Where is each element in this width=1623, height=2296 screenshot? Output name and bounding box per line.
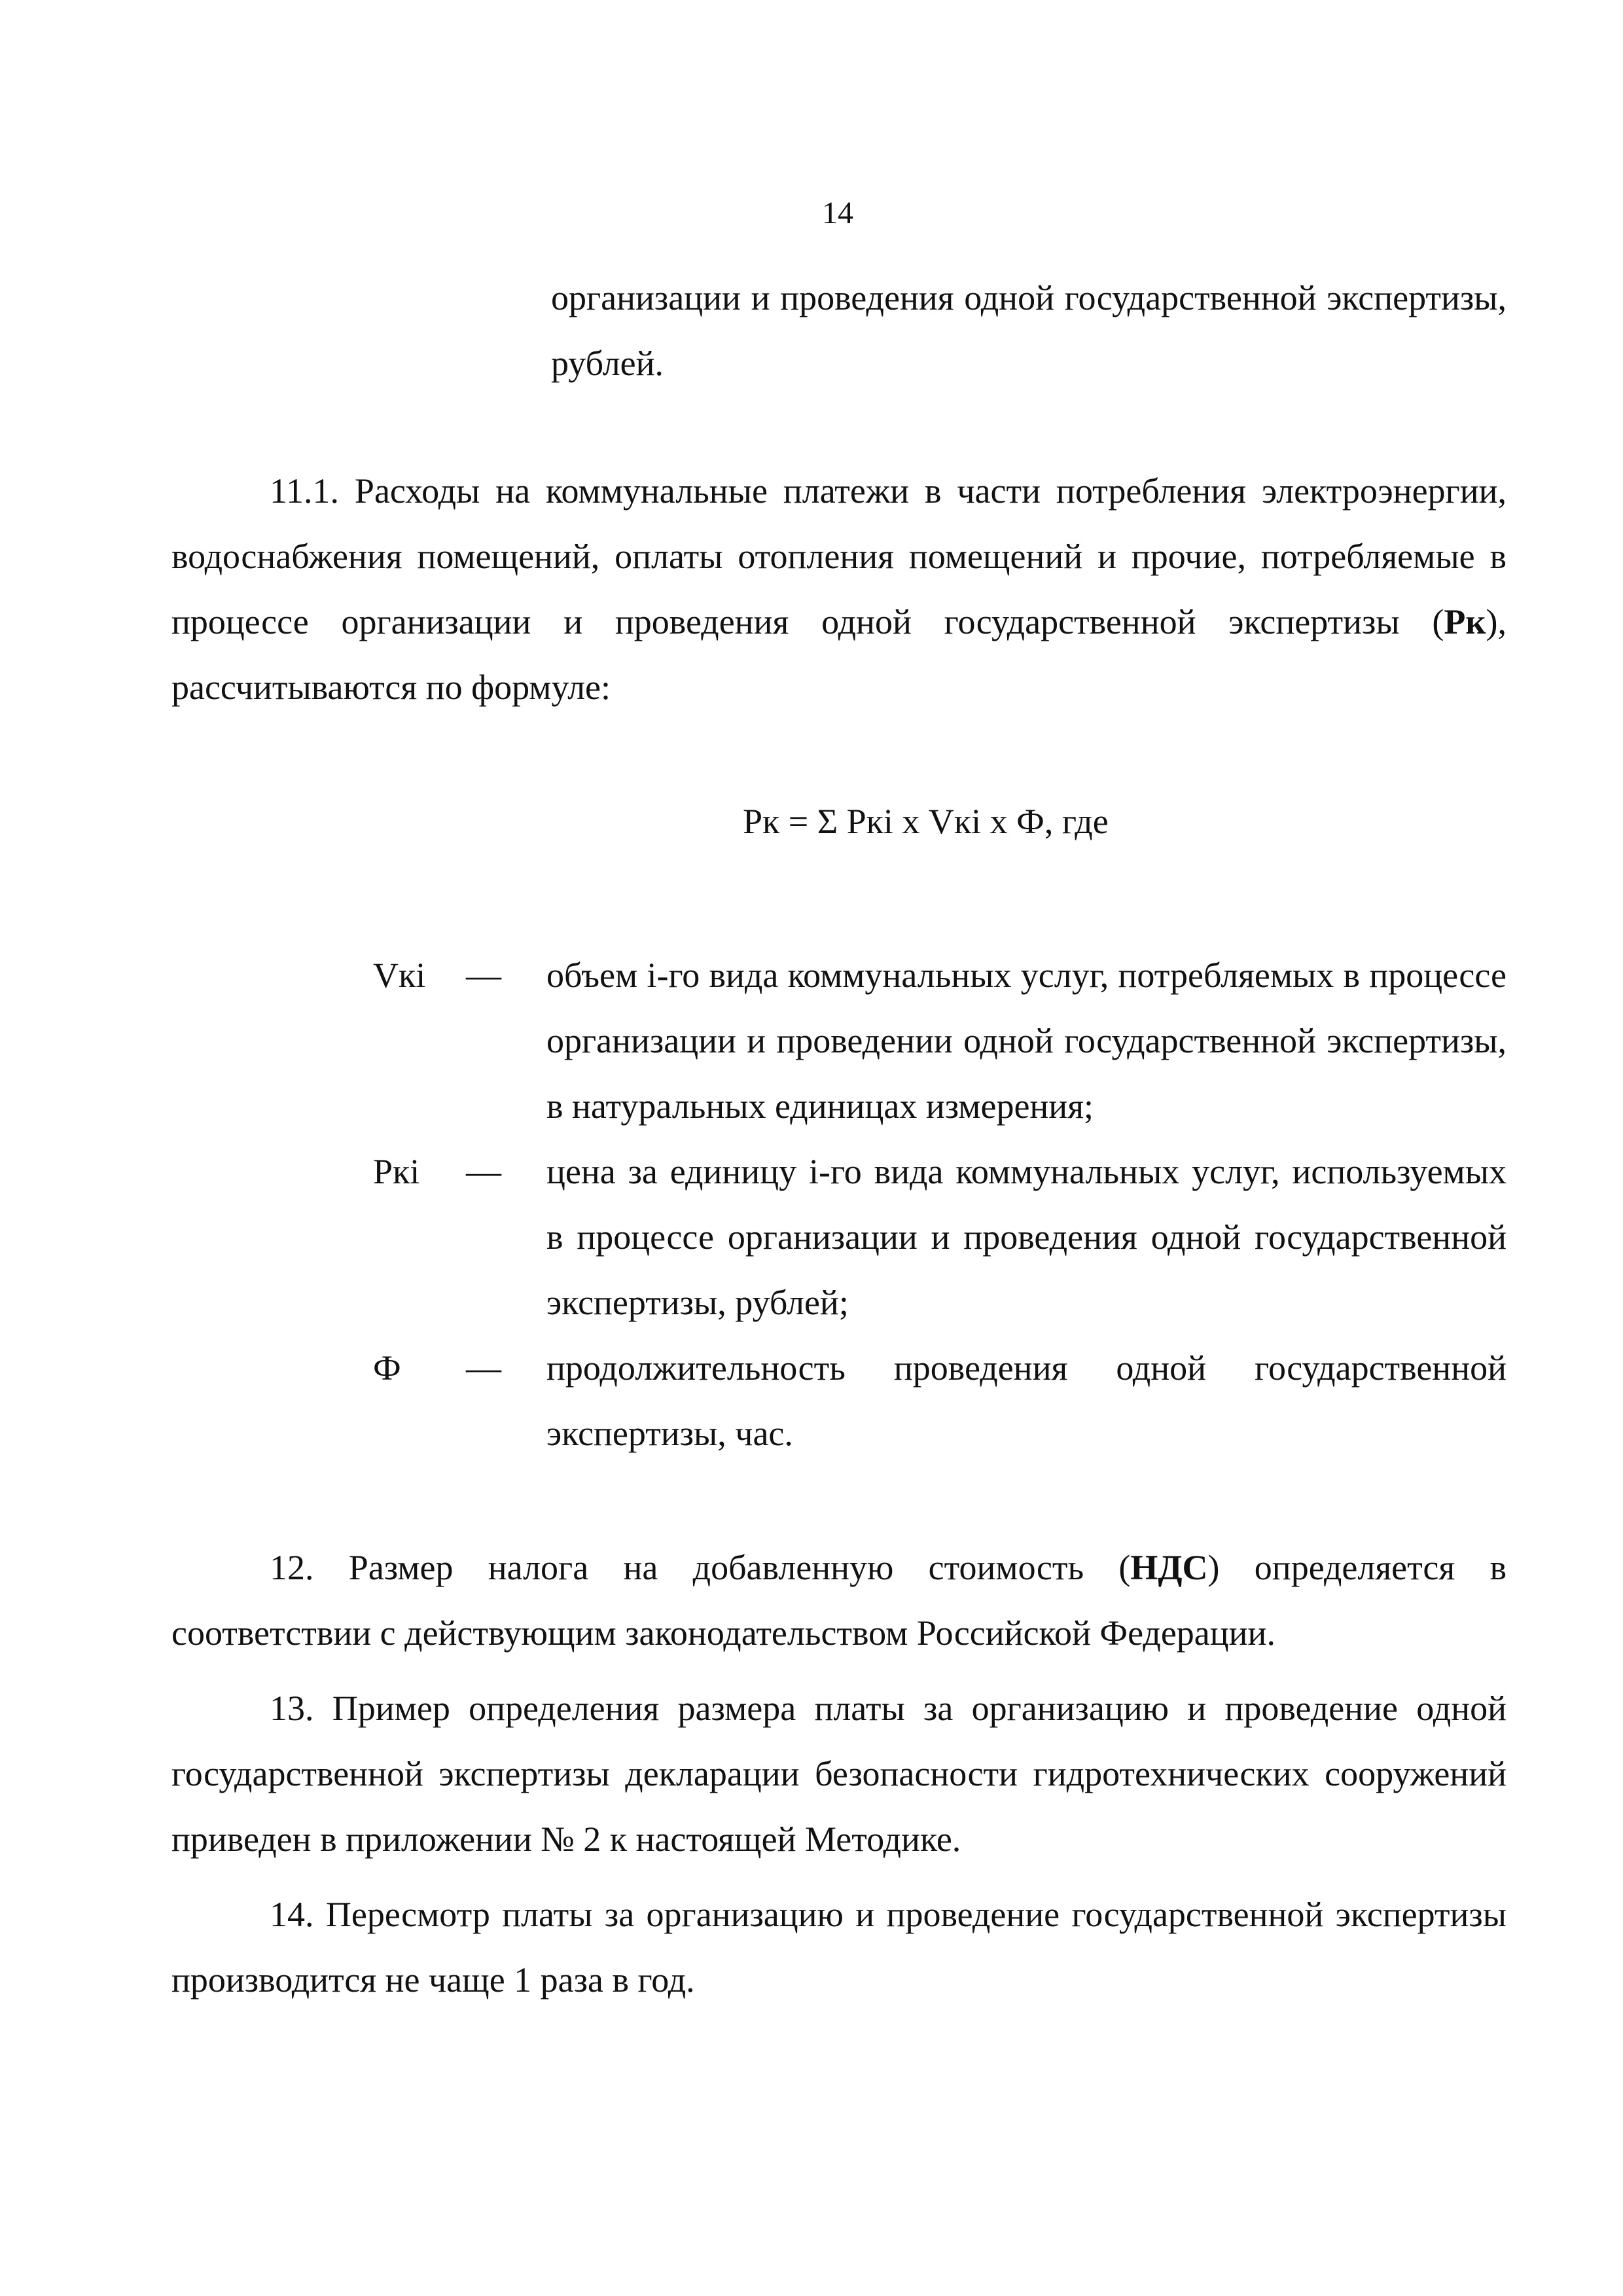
paragraph-11-1-text-before: 11.1. Расходы на коммунальные платежи в части потребления электроэнергии, водоснабжения помещений, оплаты отопления помещений и прочие, потребляемые в процессе организации и проведения одной государственной экспертизы ( — [171, 471, 1507, 641]
definition-item — [0, 1139, 1623, 1335]
continuation-paragraph: организации и проведения одной государственной экспертизы, рублей. — [551, 278, 1507, 383]
definition-symbol: Ркi — [373, 1152, 420, 1191]
definition-text: объем i-го вида коммунальных услуг, потребляемых в процессе организации и проведении одной государственной экспертизы, в натуральных единицах измерения; — [546, 956, 1507, 1126]
paragraph-11-1-bold-term: Рк — [1444, 602, 1486, 641]
definition-list — [0, 942, 1623, 1466]
definition-item — [0, 1335, 1623, 1466]
definition-item — [0, 942, 1623, 1139]
paragraph-12-text-after: ) определяется в соответствии с действующим законодательством Российской Федерации. — [171, 1548, 1507, 1653]
paragraph-11-1 — [171, 458, 1507, 720]
definition-symbol: Ф — [373, 1348, 401, 1388]
paragraph-12 — [171, 1535, 1507, 1666]
definition-text: продолжительность проведения одной государственной экспертизы, час. — [546, 1348, 1507, 1453]
paragraph-12-bold-term: НДС — [1130, 1548, 1208, 1587]
definition-dash: — — [466, 1348, 501, 1388]
paragraph-11-1-text-after: ), рассчитываются по формуле: — [171, 602, 1507, 707]
paragraph-12-text-before: 12. Размер налога на добавленную стоимость ( — [270, 1548, 1131, 1587]
definition-dash: — — [466, 956, 501, 995]
definition-dash: — — [466, 1152, 501, 1191]
definition-text: цена за единицу i-го вида коммунальных услуг, используемых в процессе организации и проведения одной государственной экспертизы, рублей; — [546, 1152, 1507, 1322]
definition-symbol: Vкi — [373, 956, 426, 995]
formula: Рк = Σ Ркi х Vкi х Ф, где — [743, 802, 1109, 841]
page-number: 14 — [822, 196, 853, 230]
paragraph-13: 13. Пример определения размера платы за организацию и проведение одной государственной экспертизы декларации безопасности гидротехнических сооружений приведен в приложении № 2 к настоящей Методике. — [171, 1689, 1507, 1859]
paragraph-14: 14. Пересмотр платы за организацию и проведение государственной экспертизы производится не чаще 1 раза в год. — [171, 1895, 1507, 2000]
